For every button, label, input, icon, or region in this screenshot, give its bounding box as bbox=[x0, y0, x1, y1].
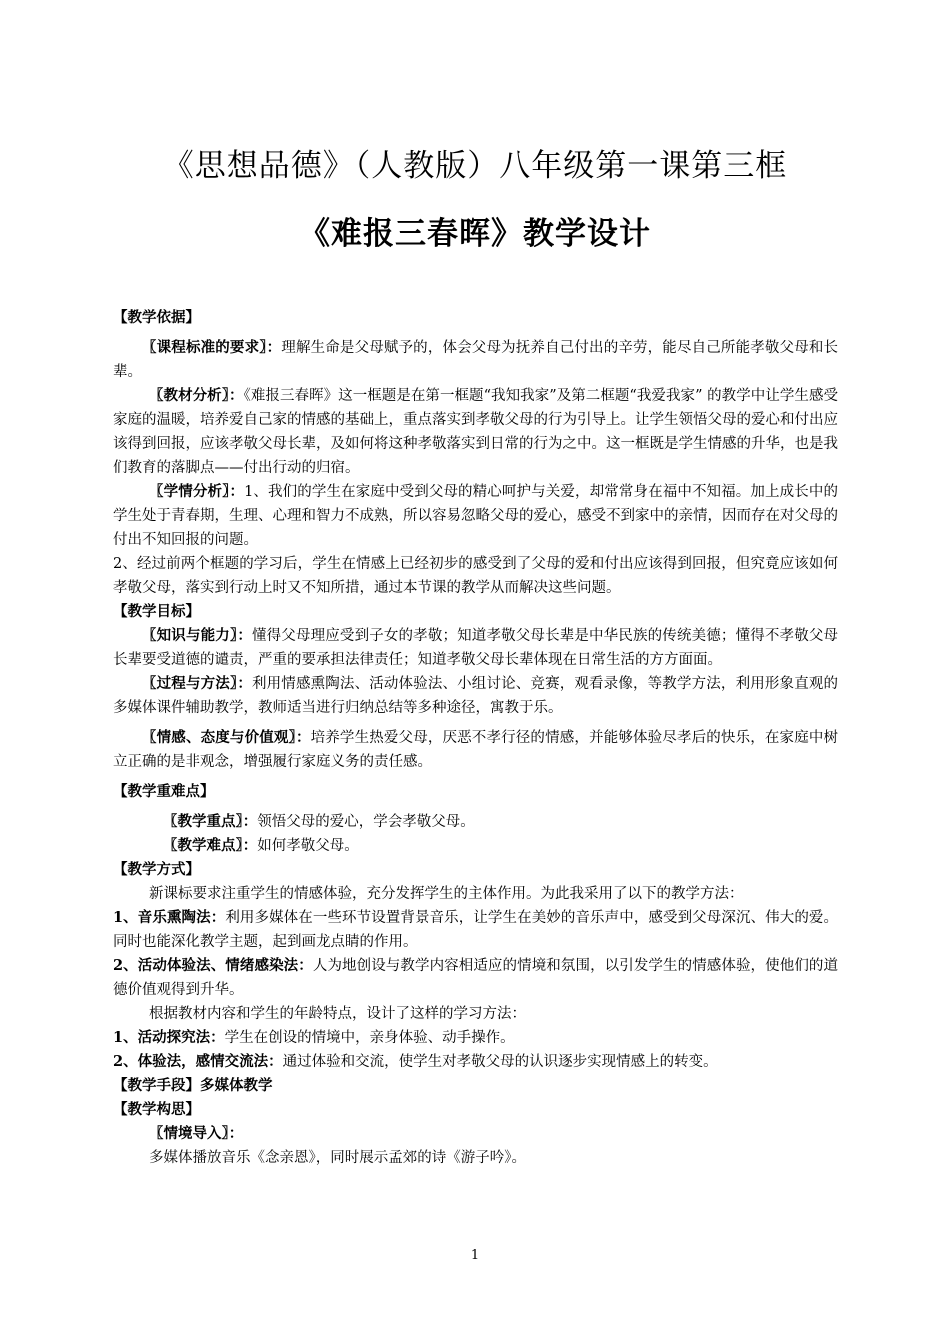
section-heading-goals: 【教学目标】 bbox=[113, 603, 200, 620]
paragraph-label: 〖情境导入〗： bbox=[149, 1125, 244, 1142]
paragraph-label: 〖知识与能力〗： bbox=[142, 627, 252, 644]
section-heading-key-points: 【教学重难点】 bbox=[113, 783, 215, 800]
paragraph-label: 〖情感、态度与价值观〗： bbox=[142, 729, 311, 746]
paragraph-textbook-analysis bbox=[113, 384, 838, 480]
section-heading-teaching-design: 【教学构思】 bbox=[113, 1101, 200, 1118]
paragraph-text: 1、我们的学生在家庭中受到父母的精心呵护与关爱，却常常身在福中不知福。加上成长中的学生处于青春期，生理、心理和智力不成熟，所以容易忽略父母的爱心，感受不到家中的亲情，因而存在对父母的付出不知回报的问题。 bbox=[113, 484, 838, 548]
paragraph-scenario-intro-label bbox=[113, 1122, 838, 1146]
paragraph-text: 如何孝敬父母。 bbox=[257, 838, 359, 854]
paragraph-process-method bbox=[113, 672, 838, 720]
paragraph-text: 人为地创设与教学内容相适应的情境和氛围，以引发学生的情感体验，使他们的道德价值观得到升华。 bbox=[113, 958, 839, 998]
paragraph-student-analysis-2: 2、经过前两个框题的学习后，学生在情感上已经初步的感受到了父母的爱和付出应该得到回报，但究竟应该如何孝敬父母，落实到行动上时又不知所措，通过本节课的教学从而解决这些问题。 bbox=[113, 556, 838, 596]
paragraph-text: 理解生命是父母赋予的，体会父母为抚养自己付出的辛劳，能尽自己所能孝敬父母和长辈。 bbox=[113, 340, 839, 380]
paragraph-emotion-values bbox=[113, 726, 838, 774]
paragraph-label: 〖课程标准的要求〗： bbox=[142, 339, 282, 356]
paragraph-label: 〖教材分析〗： bbox=[149, 387, 244, 404]
section-heading-teaching-mode: 【教学方式】 bbox=[113, 861, 200, 878]
page-number: 1 bbox=[470, 1248, 480, 1263]
paragraph-label: 2、体验法，感情交流法： bbox=[113, 1053, 283, 1070]
paragraph-key-point bbox=[113, 810, 838, 834]
paragraph-learning-methods-intro: 根据教材内容和学生的年龄特点，设计了这样的学习方法： bbox=[149, 1006, 526, 1022]
paragraph-difficult-point bbox=[113, 834, 838, 858]
document-title-line2: 《难报三春晖》教学设计 bbox=[299, 216, 651, 252]
paragraph-text: 学生在创设的情境中，亲身体验、动手操作。 bbox=[224, 1030, 515, 1046]
paragraph-label: 〖过程与方法〗： bbox=[142, 675, 252, 692]
paragraph-knowledge-ability bbox=[113, 624, 838, 672]
paragraph-label: 〖学情分析〗： bbox=[149, 483, 245, 500]
paragraph-text: 通过体验和交流，使学生对孝敬父母的认识逐步实现情感上的转变。 bbox=[282, 1054, 718, 1070]
document-title-line1: 《思想品德》（人教版）八年级第一课第三框 bbox=[162, 148, 788, 184]
paragraph-scenario-intro-text: 多媒体播放音乐《念亲恩》，同时展示孟郊的诗《游子吟》。 bbox=[149, 1150, 526, 1166]
paragraph-text: 利用多媒体在一些环节设置背景音乐，让学生在美妙的音乐声中，感受到父母深沉、伟大的爱。同时也能深化教学主题，起到画龙点睛的作用。 bbox=[113, 910, 838, 950]
paragraph-teaching-mode-intro: 新课标要求注重学生的情感体验，充分发挥学生的主体作用。为此我采用了以下的教学方法： bbox=[149, 886, 744, 902]
paragraph-music-method bbox=[113, 906, 838, 954]
paragraph-label: 〖教学重点〗： bbox=[163, 813, 258, 830]
paragraph-experience-method bbox=[113, 1050, 838, 1074]
paragraph-text: 培养学生热爱父母，厌恶不孝行径的情感，并能够体验尽孝后的快乐，在家庭中树立正确的是非观念，增强履行家庭义务的责任感。 bbox=[113, 730, 839, 770]
paragraph-label: 〖教学难点〗： bbox=[163, 837, 258, 854]
section-heading-basis: 【教学依据】 bbox=[113, 309, 200, 326]
paragraph-label: 1、活动探究法： bbox=[113, 1029, 225, 1046]
paragraph-text: 领悟父母的爱心，学会孝敬父母。 bbox=[257, 814, 475, 830]
paragraph-label: 2、活动体验法、情绪感染法： bbox=[113, 957, 313, 974]
paragraph-activity-method bbox=[113, 954, 838, 1002]
document-body bbox=[113, 306, 838, 1170]
paragraph-curriculum-standard bbox=[113, 336, 838, 384]
section-heading-teaching-means: 【教学手段】多媒体教学 bbox=[113, 1077, 273, 1094]
paragraph-text: 《难报三春晖》这一框题是在第一框题“我知我家”及第二框题“我爱我家” 的教学中让学生感受家庭的温暖，培养爱自己家的情感的基础上，重点落实到孝敬父母的行为引导上。让学生领悟父母的爱心和付出应该得到回报，应该孝敬父母长辈，及如何将这种孝敬落实到日常的行为之中。这一框既是学生情感的升华，也是我们教育的落脚点——付出行动的归宿。 bbox=[113, 388, 839, 476]
paragraph-student-analysis bbox=[113, 480, 838, 552]
paragraph-text: 懂得父母理应受到子女的孝敬；知道孝敬父母长辈是中华民族的传统美德；懂得不孝敬父母长辈要受道德的谴责，严重的要承担法律责任；知道孝敬父母长辈体现在日常生活的方方面面。 bbox=[113, 628, 838, 668]
paragraph-label: 1、音乐熏陶法： bbox=[113, 909, 226, 926]
paragraph-text: 利用情感熏陶法、活动体验法、小组讨论、竞赛，观看录像，等教学方法，利用形象直观的多媒体课件辅助教学，教师适当进行归纳总结等多种途径，寓教于乐。 bbox=[113, 676, 838, 716]
paragraph-inquiry-method bbox=[113, 1026, 838, 1050]
